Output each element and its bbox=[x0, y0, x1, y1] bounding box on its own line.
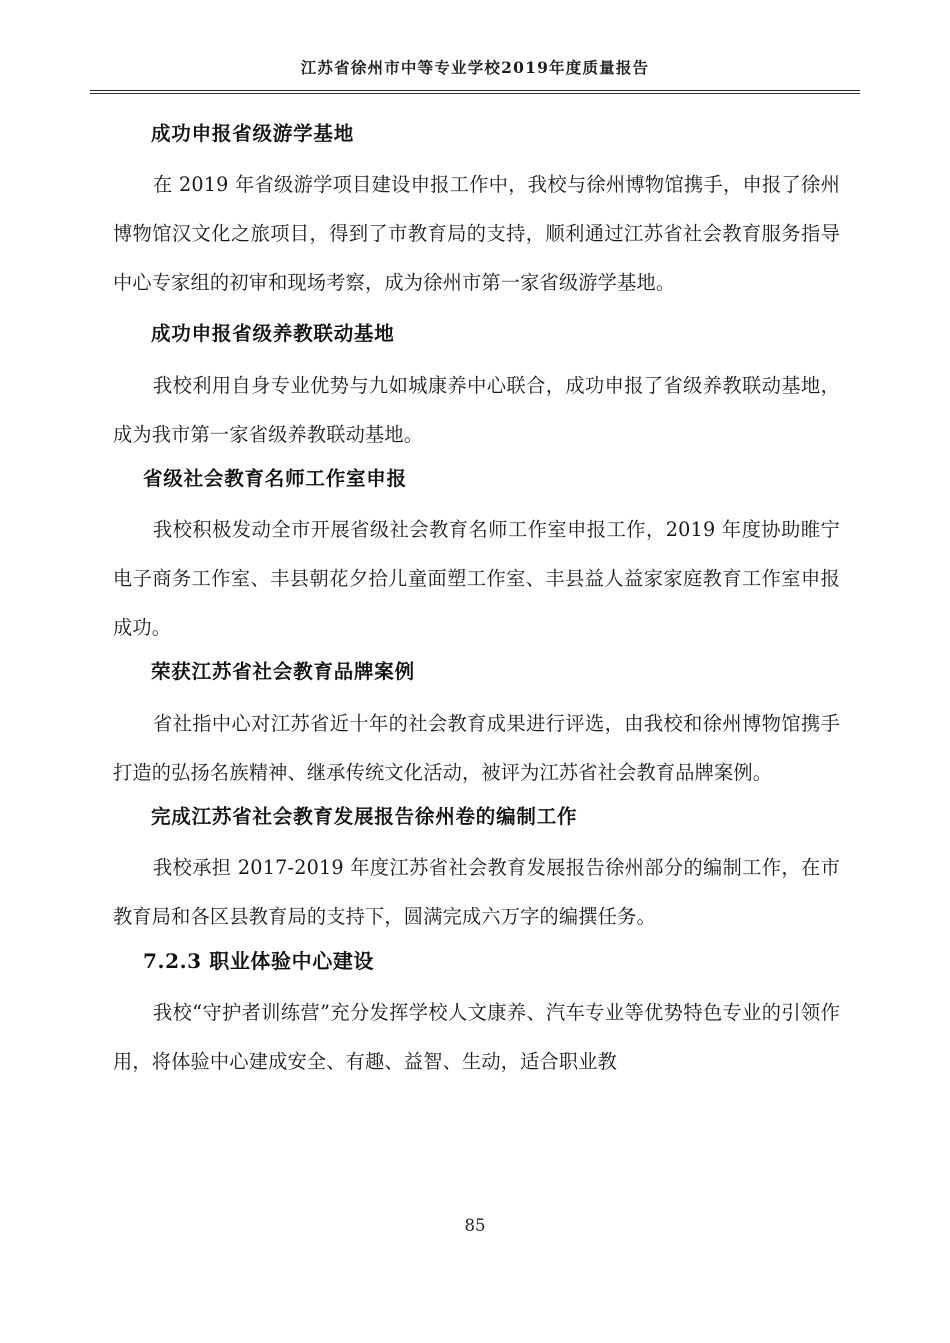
spacer bbox=[113, 797, 840, 805]
section-paragraph-brand-case: 省社指中心对江苏省近十年的社会教育成果进行评选，由我校和徐州博物馆携手打造的弘扬名族精神、继承传统文化活动，被评为江苏省社会教育品牌案例。 bbox=[113, 711, 840, 784]
spacer bbox=[113, 146, 840, 160]
section-heading-development-report: 完成江苏省社会教育发展报告徐州卷的编制工作 bbox=[151, 804, 578, 828]
numbered-section-heading-7-2-3: 7.2.3 职业体验中心建设 bbox=[143, 948, 375, 973]
section-heading-yangjiao-base: 成功申报省级养教联动基地 bbox=[151, 322, 395, 346]
spacer bbox=[113, 829, 840, 843]
section-paragraph-yangjiao-base: 我校利用自身专业优势与九如城康养中心联合，成功申报了省级养教联动基地，成为我市第一家省级养教联动基地。 bbox=[113, 373, 840, 446]
header-divider-rule bbox=[90, 90, 860, 94]
spacer bbox=[113, 685, 840, 699]
spacer bbox=[113, 307, 840, 322]
page-number: 85 bbox=[464, 1216, 486, 1235]
section-paragraph-development-report: 我校承担 2017-2019 年度江苏省社会教育发展报告徐州部分的编制工作，在市教育局和各区县教育局的支持下，圆满完成六万字的编撰任务。 bbox=[113, 855, 840, 928]
spacer bbox=[113, 347, 840, 361]
numbered-section-paragraph-7-2-3: 我校“守护者训练营”充分发挥学校人文康养、汽车专业等优势特色专业的引领作用，将体验中心建成安全、有趣、益智、生动，适合职业教 bbox=[113, 1000, 840, 1073]
spacer bbox=[113, 459, 840, 467]
section-heading-brand-case: 荣获江苏省社会教育品牌案例 bbox=[151, 660, 415, 684]
running-header bbox=[90, 58, 860, 78]
spacer bbox=[113, 974, 840, 988]
section-heading-mingshi-studio: 省级社会教育名师工作室申报 bbox=[143, 466, 407, 490]
section-paragraph-mingshi-studio: 我校积极发动全市开展省级社会教育名师工作室申报工作，2019 年度协助睢宁电子商务工作室、丰县朝花夕拾儿童面塑工作室、丰县益人益家家庭教育工作室申报成功。 bbox=[113, 518, 840, 640]
spacer bbox=[113, 652, 840, 660]
page-content bbox=[113, 122, 840, 1086]
spacer bbox=[113, 491, 840, 505]
section-paragraph-youxue-base: 在 2019 年省级游学项目建设申报工作中，我校与徐州博物馆携手，申报了徐州博物馆汉文化之旅项目，得到了市教育局的支持，顺利通过江苏省社会教育服务指导中心专家组的初审和现场考察，成为徐州市第一家省级游学基地。 bbox=[113, 173, 840, 295]
section-heading-youxue-base: 成功申报省级游学基地 bbox=[151, 122, 355, 145]
running-header-text: 江苏省徐州市中等专业学校2019年度质量报告 bbox=[300, 58, 650, 77]
spacer bbox=[113, 941, 840, 949]
